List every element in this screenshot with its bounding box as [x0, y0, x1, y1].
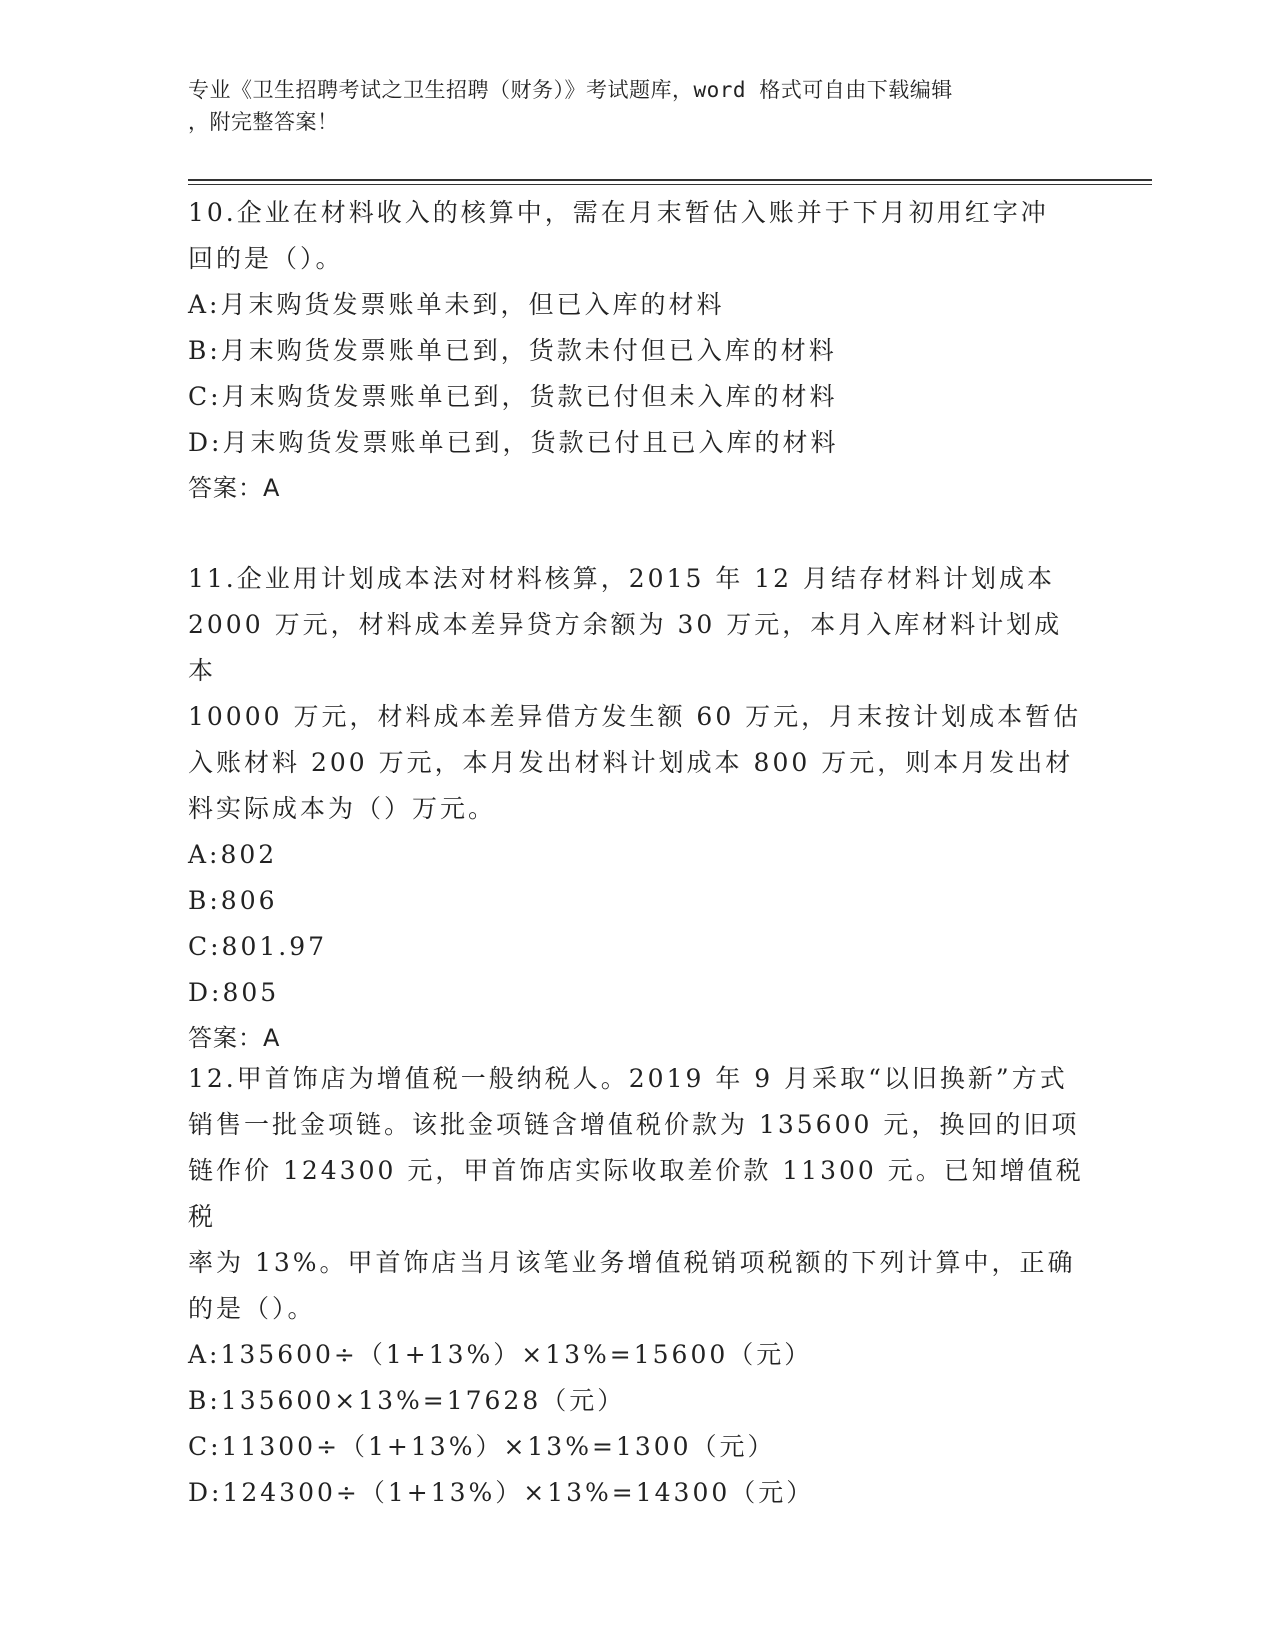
- stem-line: 回的是（）。: [188, 244, 344, 273]
- document-header: [188, 74, 1068, 138]
- option-c: C:801.97: [188, 932, 328, 961]
- option-a: A:135600÷（1+13%）×13%=15600（元）: [188, 1340, 813, 1369]
- option-b: B:806: [188, 886, 278, 915]
- question-12: [188, 1056, 1088, 1516]
- stem-line: 链作价 124300 元，甲首饰店实际收取差价款 11300 元。已知增值税税: [188, 1156, 1084, 1231]
- option-b: B:月末购货发票账单已到，货款未付但已入库的材料: [188, 336, 837, 365]
- header-divider-thin: [188, 184, 1152, 185]
- question-11: [188, 556, 1088, 1060]
- option-d: D:月末购货发票账单已到，货款已付且已入库的材料: [188, 428, 839, 457]
- option-d: D:805: [188, 978, 280, 1007]
- option-c: C:11300÷（1+13%）×13%=1300（元）: [188, 1432, 776, 1461]
- question-stem: [188, 1056, 1088, 1332]
- stem-line: 10000 万元，材料成本差异借方发生额 60 万元，月末按计划成本暂估: [188, 702, 1082, 731]
- stem-line: 率为 13%。甲首饰店当月该笔业务增值税销项税额的下列计算中，正确: [188, 1248, 1076, 1277]
- option-a: A:802: [188, 840, 278, 869]
- stem-line: 12.甲首饰店为增值税一般纳税人。2019 年 9 月采取“以旧换新”方式: [188, 1064, 1068, 1093]
- answer: 答案：A: [188, 474, 281, 502]
- stem-line: 2000 万元，材料成本差异贷方余额为 30 万元，本月入库材料计划成本: [188, 610, 1063, 685]
- header-line-2: ，附完整答案！: [188, 110, 339, 134]
- question-stem: [188, 190, 1088, 282]
- stem-line: 的是（）。: [188, 1294, 316, 1323]
- option-b: B:135600×13%=17628（元）: [188, 1386, 626, 1415]
- stem-line: 入账材料 200 万元，本月发出材料计划成本 800 万元，则本月发出材: [188, 748, 1074, 777]
- question-10: [188, 190, 1088, 510]
- stem-line: 料实际成本为（）万元。: [188, 794, 497, 823]
- header-line-1: 专业《卫生招聘考试之卫生招聘（财务）》考试题库，word 格式可自由下载编辑: [188, 78, 953, 102]
- question-stem: [188, 556, 1088, 832]
- option-d: D:124300÷（1+13%）×13%=14300（元）: [188, 1478, 815, 1507]
- header-divider-thick: [188, 179, 1152, 181]
- stem-line: 10.企业在材料收入的核算中，需在月末暂估入账并于下月初用红字冲: [188, 198, 1049, 227]
- stem-line: 11.企业用计划成本法对材料核算，2015 年 12 月结存材料计划成本: [188, 564, 1056, 593]
- option-a: A:月末购货发票账单未到，但已入库的材料: [188, 290, 725, 319]
- answer: 答案：A: [188, 1024, 281, 1052]
- stem-line: 销售一批金项链。该批金项链含增值税价款为 135600 元，换回的旧项: [188, 1110, 1080, 1139]
- option-c: C:月末购货发票账单已到，货款已付但未入库的材料: [188, 382, 838, 411]
